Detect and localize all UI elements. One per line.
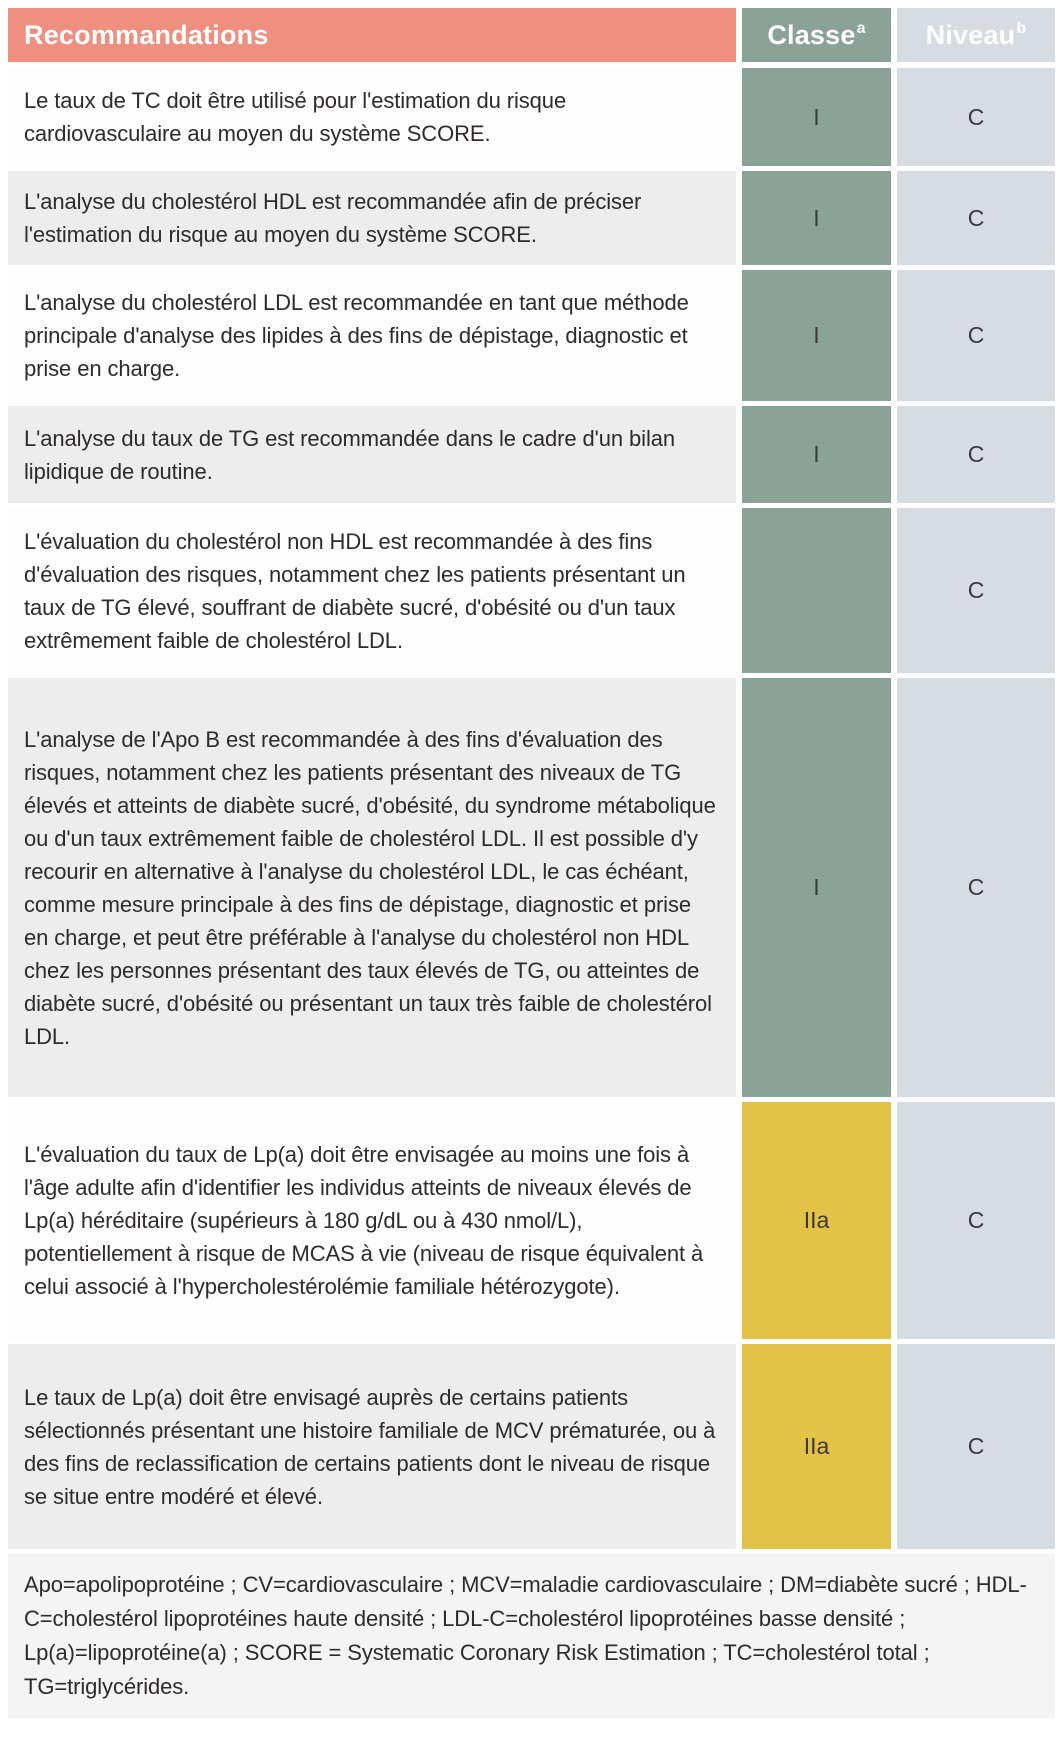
niveau-header-footnote-marker: b xyxy=(1016,20,1027,37)
niveau-value-cell: C xyxy=(897,68,1055,166)
recommendation-text: Le taux de TC doit être utilisé pour l'estimation du risque cardiovasculaire au moyen du système SCORE. xyxy=(8,68,736,166)
recommendation-text: L'analyse du cholestérol HDL est recommandée afin de préciser l'estimation du risque au moyen du système SCORE. xyxy=(8,171,736,265)
classe-value-cell: I xyxy=(742,678,891,1097)
classe-value-cell: I xyxy=(742,171,891,265)
classe-column-header xyxy=(742,8,891,62)
table-row xyxy=(8,678,1055,1097)
abbreviations-footnote: Apo=apolipoprotéine ; CV=cardiovasculaire ; MCV=maladie cardiovasculaire ; DM=diabète sucré ; HDL-C=cholestérol lipoprotéines haute densité ; LDL-C=cholestérol lipoprotéines basse densité ; Lp(a)=lipoprotéine(a) ; SCORE = Systematic Coronary Risk Estimation ; TC=cholestérol total ; TG=triglycérides. xyxy=(8,1554,1055,1718)
niveau-value-cell: C xyxy=(897,508,1055,673)
table-row xyxy=(8,171,1055,265)
classe-header-label: Classe xyxy=(767,19,856,50)
table-header-row xyxy=(8,8,1055,62)
classe-value-cell: I xyxy=(742,270,891,401)
table-row xyxy=(8,1344,1055,1549)
classe-value-cell: IIa xyxy=(742,1102,891,1339)
classe-value-cell: I xyxy=(742,406,891,503)
recommendation-text: L'analyse du taux de TG est recommandée dans le cadre d'un bilan lipidique de routine. xyxy=(8,406,736,503)
niveau-header-label: Niveau xyxy=(925,19,1016,50)
niveau-value-cell: C xyxy=(897,1344,1055,1549)
classe-header-footnote-marker: a xyxy=(856,20,866,37)
classe-value-cell: IIa xyxy=(742,1344,891,1549)
table-row xyxy=(8,508,1055,673)
niveau-value-cell: C xyxy=(897,678,1055,1097)
recommendations-header-label: Recommandations xyxy=(24,19,269,50)
table-row xyxy=(8,406,1055,503)
recommendation-text: L'analyse du cholestérol LDL est recommandée en tant que méthode principale d'analyse des lipides à des fins de dépistage, diagnostic et prise en charge. xyxy=(8,270,736,401)
niveau-column-header xyxy=(897,8,1055,62)
classe-value-cell-empty xyxy=(742,508,891,673)
recommendation-text: L'évaluation du cholestérol non HDL est recommandée à des fins d'évaluation des risques, notamment chez les patients présentant un taux de TG élevé, souffrant de diabète sucré, d'obésité ou d'un taux extrêmement faible de cholestérol LDL. xyxy=(8,508,736,673)
table-row xyxy=(8,270,1055,401)
table-row xyxy=(8,1102,1055,1339)
recommendations-table xyxy=(8,8,1055,1718)
recommendation-text: L'évaluation du taux de Lp(a) doit être envisagée au moins une fois à l'âge adulte afin d'identifier les individus atteints de niveaux élevés de Lp(a) héréditaire (supérieurs à 180 g/dL ou à 430 nmol/L), potentiellement à risque de MCAS à vie (niveau de risque équivalent à celui associé à l'hypercholestérolémie familiale hétérozygote). xyxy=(8,1102,736,1339)
niveau-value-cell: C xyxy=(897,270,1055,401)
niveau-value-cell: C xyxy=(897,406,1055,503)
recommendation-text: L'analyse de l'Apo B est recommandée à des fins d'évaluation des risques, notamment chez les patients présentant des niveaux de TG élevés et atteints de diabète sucré, d'obésité, du syndrome métabolique ou d'un taux extrêmement faible de cholestérol LDL. Il est possible d'y recourir en alternative à l'analyse du cholestérol LDL, le cas échéant, comme mesure principale à des fins de dépistage, diagnostic et prise en charge, et peut être préférable à l'analyse du cholestérol non HDL chez les personnes présentant des taux élevés de TG, ou atteintes de diabète sucré, d'obésité ou présentant un taux très faible de cholestérol LDL. xyxy=(8,678,736,1097)
classe-value-cell: I xyxy=(742,68,891,166)
niveau-value-cell: C xyxy=(897,1102,1055,1339)
recommendations-column-header xyxy=(8,8,736,62)
recommendation-text: Le taux de Lp(a) doit être envisagé auprès de certains patients sélectionnés présentant une histoire familiale de MCV prématurée, ou à des fins de reclassification de certains patients dont le niveau de risque se situe entre modéré et élevé. xyxy=(8,1344,736,1549)
niveau-value-cell: C xyxy=(897,171,1055,265)
table-row xyxy=(8,68,1055,166)
